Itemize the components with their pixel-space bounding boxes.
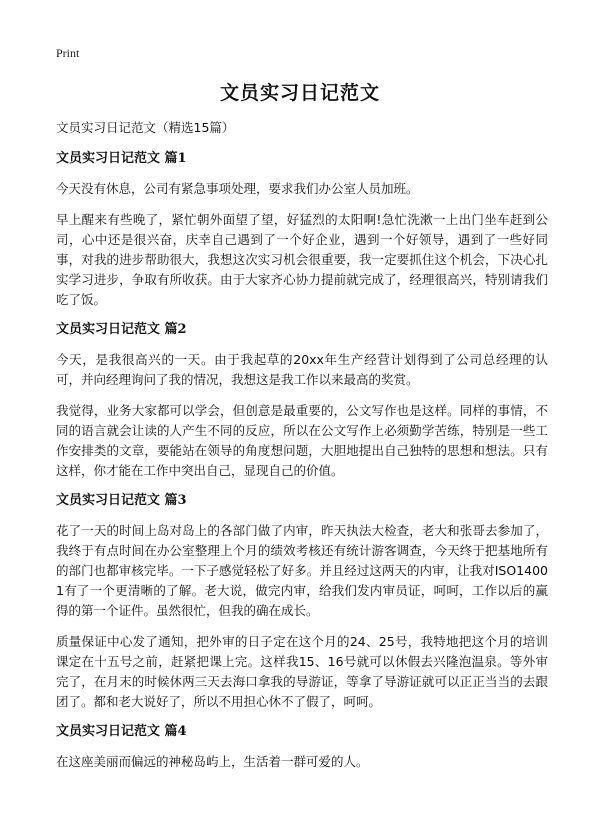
document-title: 文员实习日记范文 <box>219 82 380 104</box>
section-heading: 文员实习日记范文 篇3 <box>56 493 187 508</box>
paragraph: 我觉得，业务大家都可以学会，但创意是最重要的，公文写作也是这样。同样的事情，不同的语言就会让读的人产生不同的反应，所以在公文写作上必须勤学苦练，特别是一些工作安排类的文章，要能站在领导的角度想问题，大胆地提出自己独特的思想和想法。只有这样，你才能在工作中突出自己，显现自己的价值。 <box>56 403 548 478</box>
section-2 <box>56 321 548 481</box>
section-3 <box>56 492 548 712</box>
paragraph: 今天，是我很高兴的一天。由于我起草的20xx年生产经营计划得到了公司总经理的认可，并向经理询问了我的情况，我想这是我工作以来最高的奖赏。 <box>56 352 548 387</box>
document-body <box>56 119 548 783</box>
section-heading: 文员实习日记范文 篇2 <box>56 322 187 337</box>
paragraph: 在这座美丽而偏远的神秘岛屿上，生活着一群可爱的人。 <box>56 754 369 769</box>
paragraph: 质量保证中心发了通知，把外审的日子定在这个月的24、25号，我特地把这个月的培训课定在十五号之前，赶紧把课上完。这样我15、16号就可以休假去兴隆泡温泉。等外审完了，在月末的时候休两三天去海口拿我的导游证，等拿了导游证就可以正正当当的去跟团了。都和老大说好了，所以不用担心休不了假了，呵呵。 <box>56 634 548 709</box>
document-subtitle: 文员实习日记范文（精选15篇） <box>56 120 235 135</box>
print-link[interactable]: Print <box>56 46 80 60</box>
section-4 <box>56 723 548 772</box>
paragraph: 早上醒来有些晚了，紧忙朝外面望了望，好猛烈的太阳啊!急忙洗漱一上出门坐车赶到公司，心中还是很兴奋，庆幸自己遇到了一个好企业，遇到一个好领导，遇到了一些好同事，对我的进步帮助很大，我想这次实习机会很重要，我一定要抓住这个机会，下决心扎实学习进步，争取有所收获。由于大家齐心协力提前就完成了，经理很高兴，特别请我们吃了饭。 <box>56 212 548 307</box>
section-heading: 文员实习日记范文 篇1 <box>56 151 187 166</box>
section-heading: 文员实习日记范文 篇4 <box>56 724 187 739</box>
paragraph: 花了一天的时间上岛对岛上的各部门做了内审，昨天执法大检查，老大和张哥去参加了，我终于有点时间在办公室整理上个月的绩效考核还有统计游客调查，今天终于把基地所有的部门也都审核完毕。一下子感觉轻松了好多。并且经过这两天的内审，让我对ISO14001有了一个更清晰的了解。老大说，做完内审，给我们发内审员证，呵呵，工作以后的赢得的第一个证件。虽然很忙，但我的确在成长。 <box>56 523 548 618</box>
section-1 <box>56 150 548 310</box>
paragraph: 今天没有休息，公司有紧急事项处理，要求我们办公室人员加班。 <box>56 181 419 196</box>
